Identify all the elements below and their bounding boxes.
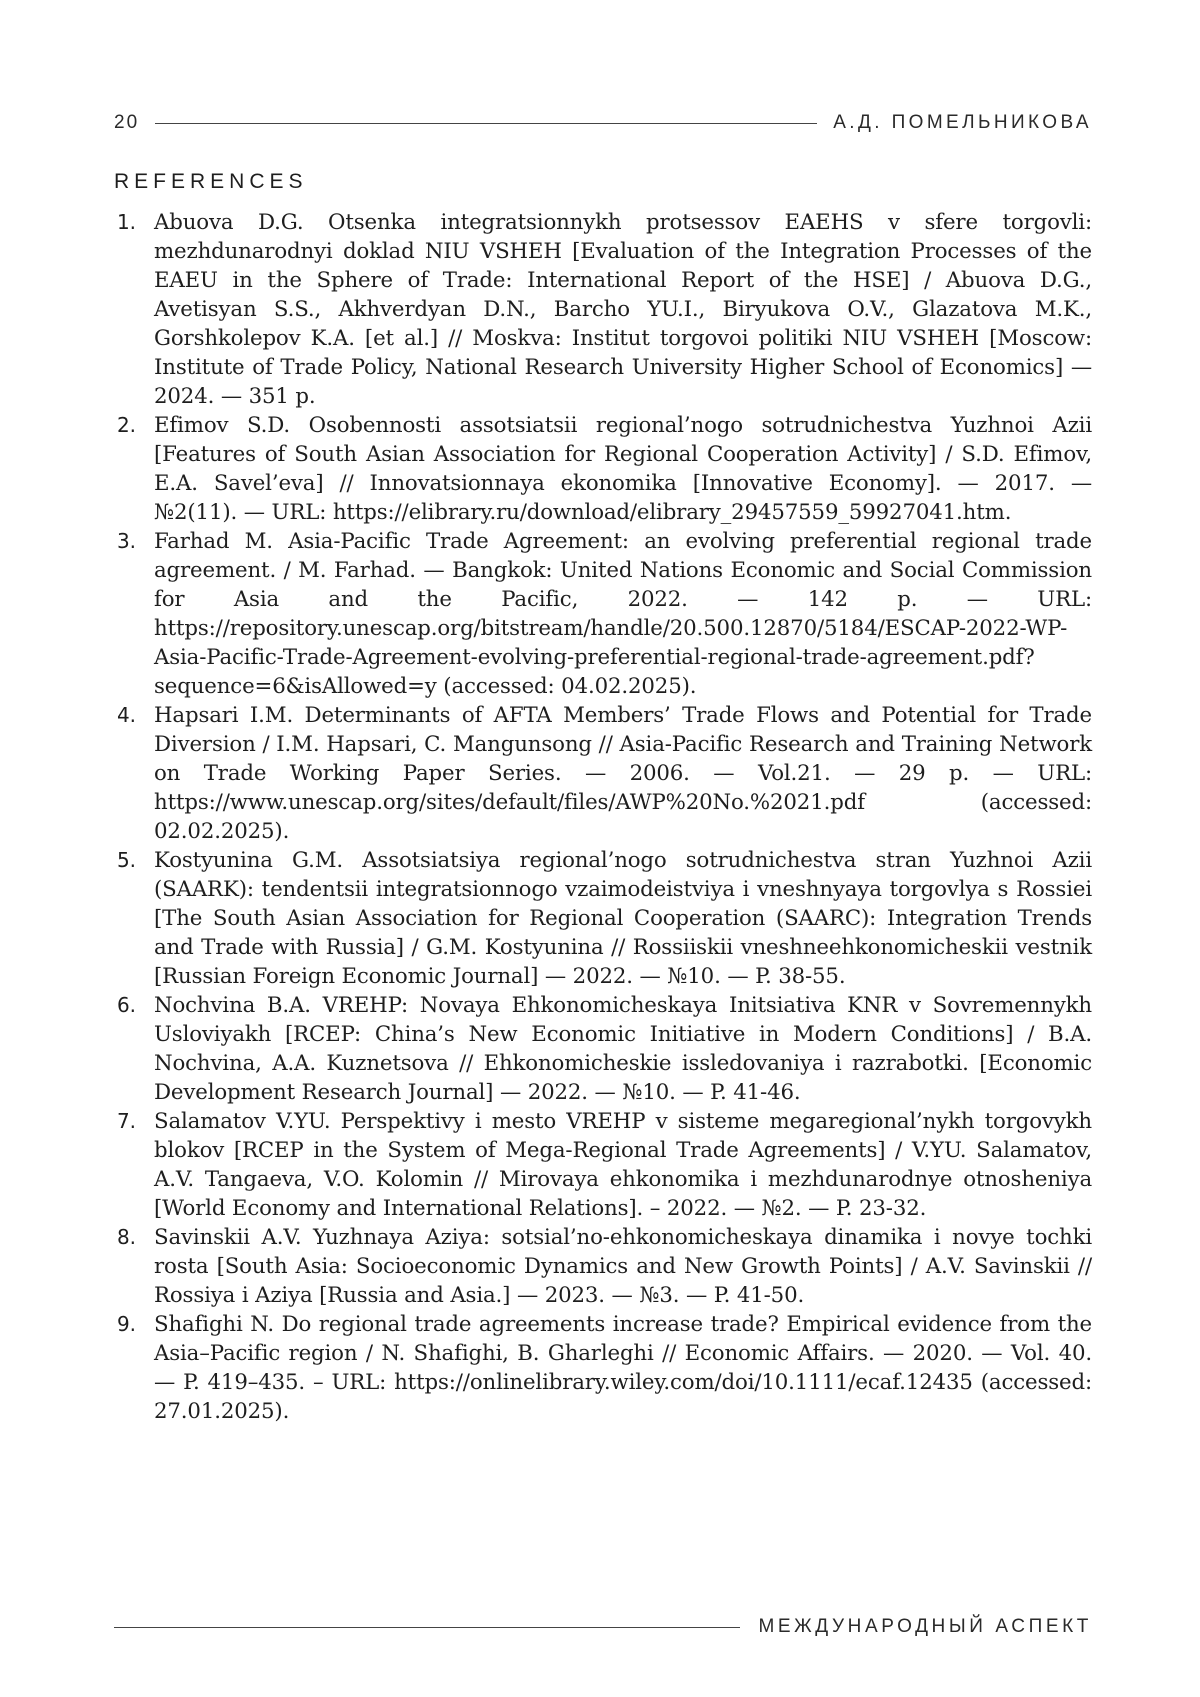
reference-text: Nochvina B.A. VREHP: Novaya Ehkonomicheskaya Initsiativa KNR v Sovremennykh Usloviyakh [RCEP: China’s New Economic Initiative in Modern Conditions] / B.A. Nochvina, A.A. Kuznetsova // Ehkonomicheskie issledovaniya i razrabotki. [Economic Development Research Journal] — 2022. — №10. — P. 41-46. (154, 993, 1092, 1105)
author-name: А.Д. ПОМЕЛЬНИКОВА (833, 112, 1092, 133)
reference-number: 1. (117, 210, 136, 234)
reference-text: Abuova D.G. Otsenka integratsionnykh protsessov EAEHS v sfere torgovli: mezhdunarodnyi doklad NIU VSHEH [Evaluation of the Integration Processes of the EAEU in the Sphere of Trade: International Report of the HSE] / Abuova D.G., Avetisyan S.S., Akhverdyan D.N., Barcho YU.I., Biryukova O.V., Glazatova M.K., Gorshkolepov K.A. [et al.] // Moskva: Institut torgovoi politiki NIU VSHEH [Moscow: Institute of Trade Policy, National Research University Higher School of Economics] — 2024. — 351 p. (154, 210, 1092, 409)
reference-number: 3. (117, 529, 136, 553)
reference-item-5 (114, 846, 1092, 991)
page-number: 20 (114, 112, 140, 133)
reference-text: Savinskii A.V. Yuzhnaya Aziya: sotsial’no-ehkonomicheskaya dinamika i novye tochki rosta [South Asia: Socioeconomic Dynamics and New Growth Points] / A.V. Savinskii // Rossiya i Aziya [Russia and Asia.] — 2023. — №3. — P. 41-50. (154, 1225, 1092, 1308)
reference-text: Farhad M. Asia-Pacific Trade Agreement: an evolving preferential regional trade agreement. / M. Farhad. — Bangkok: United Nations Economic and Social Commission for Asia and the Pacific, 2022. — 142 p. — URL: https://repository.unescap.org/bitstream/handle/20.500.12870/5184/ESCAP-2022-WP-Asia-Pacific-Trade-Agreement-evolving-preferential-regional-trade-agreement.pdf?sequence=6&isAllowed=y (accessed: 04.02.2025). (154, 529, 1092, 699)
reference-item-8 (114, 1223, 1092, 1310)
running-header (114, 110, 1092, 136)
reference-item-2 (114, 411, 1092, 527)
reference-list (114, 208, 1092, 1426)
reference-number: 6. (117, 993, 136, 1017)
reference-number: 5. (117, 848, 136, 872)
footer-rule (114, 1627, 740, 1628)
reference-item-3 (114, 527, 1092, 701)
reference-item-9 (114, 1310, 1092, 1426)
reference-text: Efimov S.D. Osobennosti assotsiatsii regional’nogo sotrudnichestva Yuzhnoi Azii [Features of South Asian Association for Regional Cooperation Activity] / S.D. Efimov, E.A. Savel’eva] // Innovatsionnaya ekonomika [Innovative Economy]. — 2017. — №2(11). — URL: https://elibrary.ru/download/elibrary_29457559_59927041.htm. (154, 413, 1092, 525)
section-title: REFERENCES (114, 170, 308, 193)
reference-item-1 (114, 208, 1092, 411)
journal-section: МЕЖДУНАРОДНЫЙ АСПЕКТ (758, 1616, 1092, 1637)
reference-number: 4. (117, 703, 136, 727)
reference-text: Shafighi N. Do regional trade agreements increase trade? Empirical evidence from the Asia–Pacific region / N. Shafighi, B. Gharleghi // Economic Affairs. — 2020. — Vol. 40. — P. 419–435. – URL: https://onlinelibrary.wiley.com/doi/10.1111/ecaf.12435 (accessed: 27.01.2025). (154, 1312, 1092, 1424)
reference-number: 2. (117, 413, 136, 437)
reference-text: Hapsari I.M. Determinants of AFTA Members’ Trade Flows and Potential for Trade Diversion / I.M. Hapsari, C. Mangunsong // Asia-Pacific Research and Training Network on Trade Working Paper Series. — 2006. — Vol.21. — 29 p. — URL: https://www.unescap.org/sites/default/files/AWP%20No.%2021.pdf (accessed: 02.02.2025). (154, 703, 1092, 844)
reference-text: Salamatov V.YU. Perspektivy i mesto VREHP v sisteme megaregional’nykh torgovykh blokov [RCEP in the System of Mega-Regional Trade Agreements] / V.YU. Salamatov, A.V. Tangaeva, V.O. Kolomin // Mirovaya ehkonomika i mezhdunarodnye otnosheniya [World Economy and International Relations]. – 2022. — №2. — P. 23-32. (154, 1109, 1092, 1221)
reference-number: 8. (117, 1225, 136, 1249)
reference-text: Kostyunina G.M. Assotsiatsiya regional’nogo sotrudnichestva stran Yuzhnoi Azii (SAARK): tendentsii integratsionnogo vzaimodeistviya i vneshnyaya torgovlya s Rossiei [The South Asian Association for Regional Cooperation (SAARC): Integration Trends and Trade with Russia] / G.M. Kostyunina // Rossiiskii vneshneehkonomicheskii vestnik [Russian Foreign Economic Journal] — 2022. — №10. — P. 38-55. (154, 848, 1092, 989)
reference-item-7 (114, 1107, 1092, 1223)
reference-item-6 (114, 991, 1092, 1107)
reference-number: 7. (117, 1109, 136, 1133)
reference-item-4 (114, 701, 1092, 846)
running-footer (114, 1614, 1092, 1640)
reference-number: 9. (117, 1312, 136, 1336)
header-rule (155, 123, 817, 124)
